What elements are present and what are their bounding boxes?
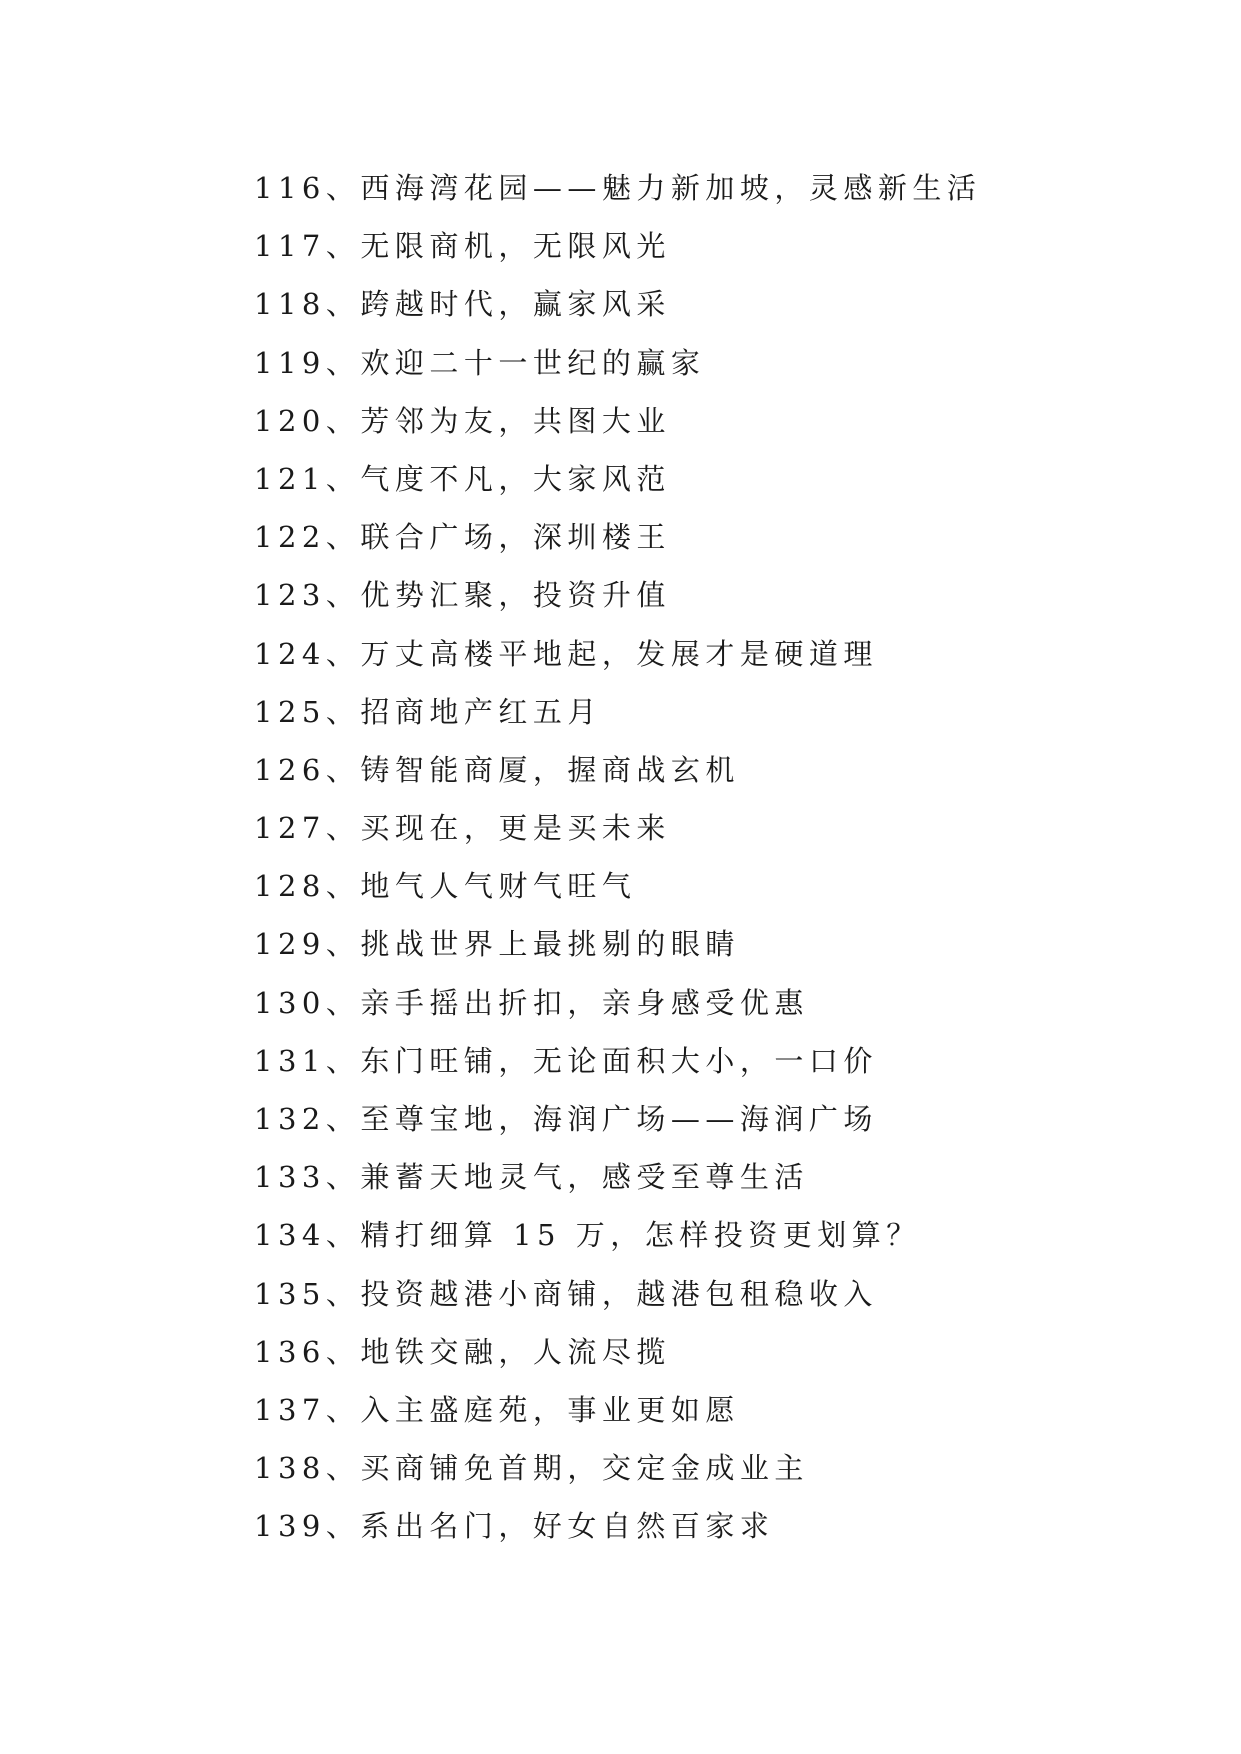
list-item: 135、投资越港小商铺，越港包租稳收入	[254, 1276, 878, 1311]
list-item: 120、芳邻为友，共图大业	[254, 403, 671, 438]
list-item: 116、西海湾花园——魅力新加坡，灵感新生活	[254, 171, 982, 205]
list-item: 123、优势汇聚，投资升值	[254, 578, 671, 613]
list-item: 134、精打细算 15 万，怎样投资更划算？	[254, 1218, 921, 1253]
list-item: 130、亲手摇出折扣，亲身感受优惠	[254, 985, 809, 1020]
list-item: 137、入主盛庭苑，事业更如愿	[254, 1392, 740, 1427]
list-item: 119、欢迎二十一世纪的赢家	[254, 345, 706, 380]
list-item: 127、买现在，更是买未来	[254, 811, 671, 846]
list-item: 129、挑战世界上最挑剔的眼睛	[254, 927, 740, 962]
slogan-list	[254, 159, 981, 1556]
list-item: 139、系出名门，好女自然百家求	[254, 1509, 775, 1544]
list-item: 133、兼蓄天地灵气，感受至尊生活	[254, 1160, 809, 1195]
list-item: 118、跨越时代，赢家风采	[254, 287, 671, 322]
list-item: 122、联合广场，深圳楼王	[254, 520, 671, 555]
list-item: 132、至尊宝地，海润广场——海润广场	[254, 1102, 878, 1136]
list-item: 124、万丈高楼平地起，发展才是硬道理	[254, 636, 878, 671]
list-item: 131、东门旺铺，无论面积大小，一口价	[254, 1043, 878, 1078]
list-item: 125、招商地产红五月	[254, 694, 602, 729]
list-item: 136、地铁交融，人流尽揽	[254, 1334, 671, 1369]
list-item: 126、铸智能商厦，握商战玄机	[254, 752, 740, 787]
list-item: 121、气度不凡，大家风范	[254, 461, 671, 496]
list-item: 117、无限商机，无限风光	[254, 229, 671, 264]
list-item: 138、买商铺免首期，交定金成业主	[254, 1451, 809, 1486]
list-item: 128、地气人气财气旺气	[254, 869, 637, 904]
